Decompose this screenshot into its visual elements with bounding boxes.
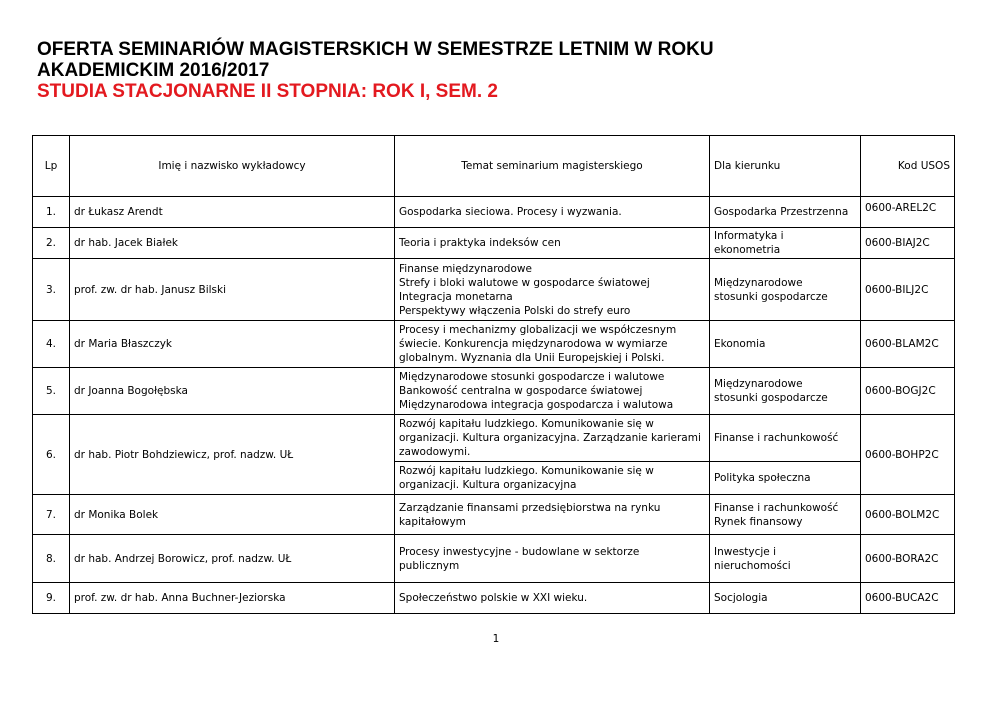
row-code: 0600-BLAM2C — [861, 321, 955, 368]
row-field — [710, 462, 861, 495]
field-line: stosunki gospodarcze — [714, 392, 828, 404]
header-lecturer: Imię i nazwisko wykładowcy — [70, 136, 395, 197]
field-line: Finanse i rachunkowość — [714, 432, 839, 444]
row-lp: 8. — [33, 535, 70, 583]
field-line: Polityka społeczna — [714, 472, 811, 484]
row-field — [710, 259, 861, 321]
row-code: 0600-BIAJ2C — [861, 228, 955, 259]
row-code: 0600-BOGJ2C — [861, 368, 955, 415]
document-title — [37, 39, 937, 102]
row-code: 0600-BORA2C — [861, 535, 955, 583]
row-field — [710, 197, 861, 228]
topic-line: Procesy inwestycyjne - budowlane w sektorze — [399, 545, 640, 558]
row-lecturer: dr hab. Andrzej Borowicz, prof. nadzw. UŁ — [70, 535, 395, 583]
topic-line: Strefy i bloki walutowe w gospodarce światowej — [399, 276, 650, 289]
page-number: 1 — [492, 633, 500, 645]
row-topic — [395, 462, 710, 495]
field-line: Rynek finansowy — [714, 515, 803, 528]
field-line: stosunki gospodarcze — [714, 290, 828, 303]
topic-line: Społeczeństwo polskie w XXI wieku. — [399, 592, 588, 604]
row-field — [710, 583, 861, 614]
row-lp: 4. — [33, 321, 70, 368]
field-line: Ekonomia — [714, 338, 766, 350]
row-lp: 5. — [33, 368, 70, 415]
row-field — [710, 368, 861, 415]
topic-line: Gospodarka sieciowa. Procesy i wyzwania. — [399, 206, 622, 218]
topic-line: Procesy i mechanizmy globalizacji we współczesnym — [399, 324, 677, 336]
row-lp: 6. — [33, 415, 70, 495]
field-line: Międzynarodowe — [714, 276, 803, 289]
title-line-1: OFERTA SEMINARIÓW MAGISTERSKICH W SEMESTRZE LETNIM W ROKU — [37, 39, 714, 60]
row-field — [710, 495, 861, 535]
row-lecturer: prof. zw. dr hab. Janusz Bilski — [70, 259, 395, 321]
row-lp: 1. — [33, 197, 70, 228]
row-topic — [395, 321, 710, 368]
row-code: 0600-BUCA2C — [861, 583, 955, 614]
row-lecturer: dr hab. Piotr Bohdziewicz, prof. nadzw. UŁ — [70, 415, 395, 495]
row-lp: 9. — [33, 583, 70, 614]
row-code: 0600-AREL2C — [861, 197, 955, 228]
row-lecturer: prof. zw. dr hab. Anna Buchner-Jeziorska — [70, 583, 395, 614]
table-row — [33, 321, 955, 368]
topic-line: publicznym — [399, 559, 460, 572]
row-topic — [395, 259, 710, 321]
row-field — [710, 228, 861, 259]
row-lecturer: dr Łukasz Arendt — [70, 197, 395, 228]
row-lecturer: dr Monika Bolek — [70, 495, 395, 535]
row-topic — [395, 228, 710, 259]
topic-line: świecie. Konkurencja międzynarodowa w wymiarze — [399, 338, 668, 350]
table-row — [33, 197, 955, 228]
row-topic — [395, 535, 710, 583]
row-topic — [395, 368, 710, 415]
table-row — [33, 583, 955, 614]
field-line: Informatyka i — [714, 230, 784, 242]
field-line: Finanse i rachunkowość — [714, 501, 839, 514]
header-field: Dla kierunku — [710, 136, 861, 197]
topic-line: organizacji. Kultura organizacyjna — [399, 479, 577, 491]
table-row — [33, 259, 955, 321]
topic-line: globalnym. Wyznania dla Unii Europejskiej i Polski. — [399, 352, 665, 364]
topic-line: Perspektywy włączenia Polski do strefy euro — [399, 304, 631, 317]
row-lecturer: dr Maria Błaszczyk — [70, 321, 395, 368]
header-lp: Lp — [33, 136, 70, 197]
topic-line: Międzynarodowa integracja gospodarcza i walutowa — [399, 399, 674, 411]
topic-line: Zarządzanie finansami przedsiębiorstwa na rynku — [399, 501, 661, 514]
row-code: 0600-BOLM2C — [861, 495, 955, 535]
table-row — [33, 228, 955, 259]
row-code: 0600-BILJ2C — [861, 259, 955, 321]
title-line-3: STUDIA STACJONARNE II STOPNIA: ROK I, SEM. 2 — [37, 81, 498, 102]
topic-line: Bankowość centralna w gospodarce światowej — [399, 385, 643, 397]
header-code: Kod USOS — [861, 136, 955, 197]
table-row — [33, 535, 955, 583]
table-row — [33, 368, 955, 415]
title-line-2: AKADEMICKIM 2016/2017 — [37, 60, 270, 81]
row-lp: 3. — [33, 259, 70, 321]
row-topic — [395, 415, 710, 462]
topic-line: Integracja monetarna — [399, 290, 513, 303]
field-line: Międzynarodowe — [714, 378, 803, 390]
topic-line: zawodowymi. — [399, 446, 471, 458]
row-field — [710, 321, 861, 368]
field-line: nieruchomości — [714, 559, 791, 572]
row-lp: 2. — [33, 228, 70, 259]
field-line: Inwestycje i — [714, 545, 777, 558]
table-row — [33, 415, 955, 462]
field-line: Gospodarka Przestrzenna — [714, 206, 849, 218]
row-field — [710, 535, 861, 583]
topic-line: organizacji. Kultura organizacyjna. Zarządzanie karierami — [399, 432, 701, 444]
topic-line: Rozwój kapitału ludzkiego. Komunikowanie się w — [399, 418, 654, 430]
topic-line: Teoria i praktyka indeksów cen — [399, 237, 561, 249]
row-lp: 7. — [33, 495, 70, 535]
header-topic: Temat seminarium magisterskiego — [395, 136, 710, 197]
field-line: Socjologia — [714, 592, 768, 604]
field-line: ekonometria — [714, 244, 781, 256]
row-topic — [395, 495, 710, 535]
row-field — [710, 415, 861, 462]
topic-line: Finanse międzynarodowe — [399, 262, 532, 275]
row-lecturer: dr Joanna Bogołębska — [70, 368, 395, 415]
row-topic — [395, 197, 710, 228]
table-row — [33, 495, 955, 535]
row-lecturer: dr hab. Jacek Białek — [70, 228, 395, 259]
row-topic — [395, 583, 710, 614]
row-code: 0600-BOHP2C — [861, 415, 955, 495]
topic-line: kapitałowym — [399, 515, 466, 528]
seminar-table — [32, 135, 955, 614]
topic-line: Rozwój kapitału ludzkiego. Komunikowanie się w — [399, 465, 654, 477]
header-row — [33, 136, 955, 197]
topic-line: Międzynarodowe stosunki gospodarcze i walutowe — [399, 371, 665, 383]
